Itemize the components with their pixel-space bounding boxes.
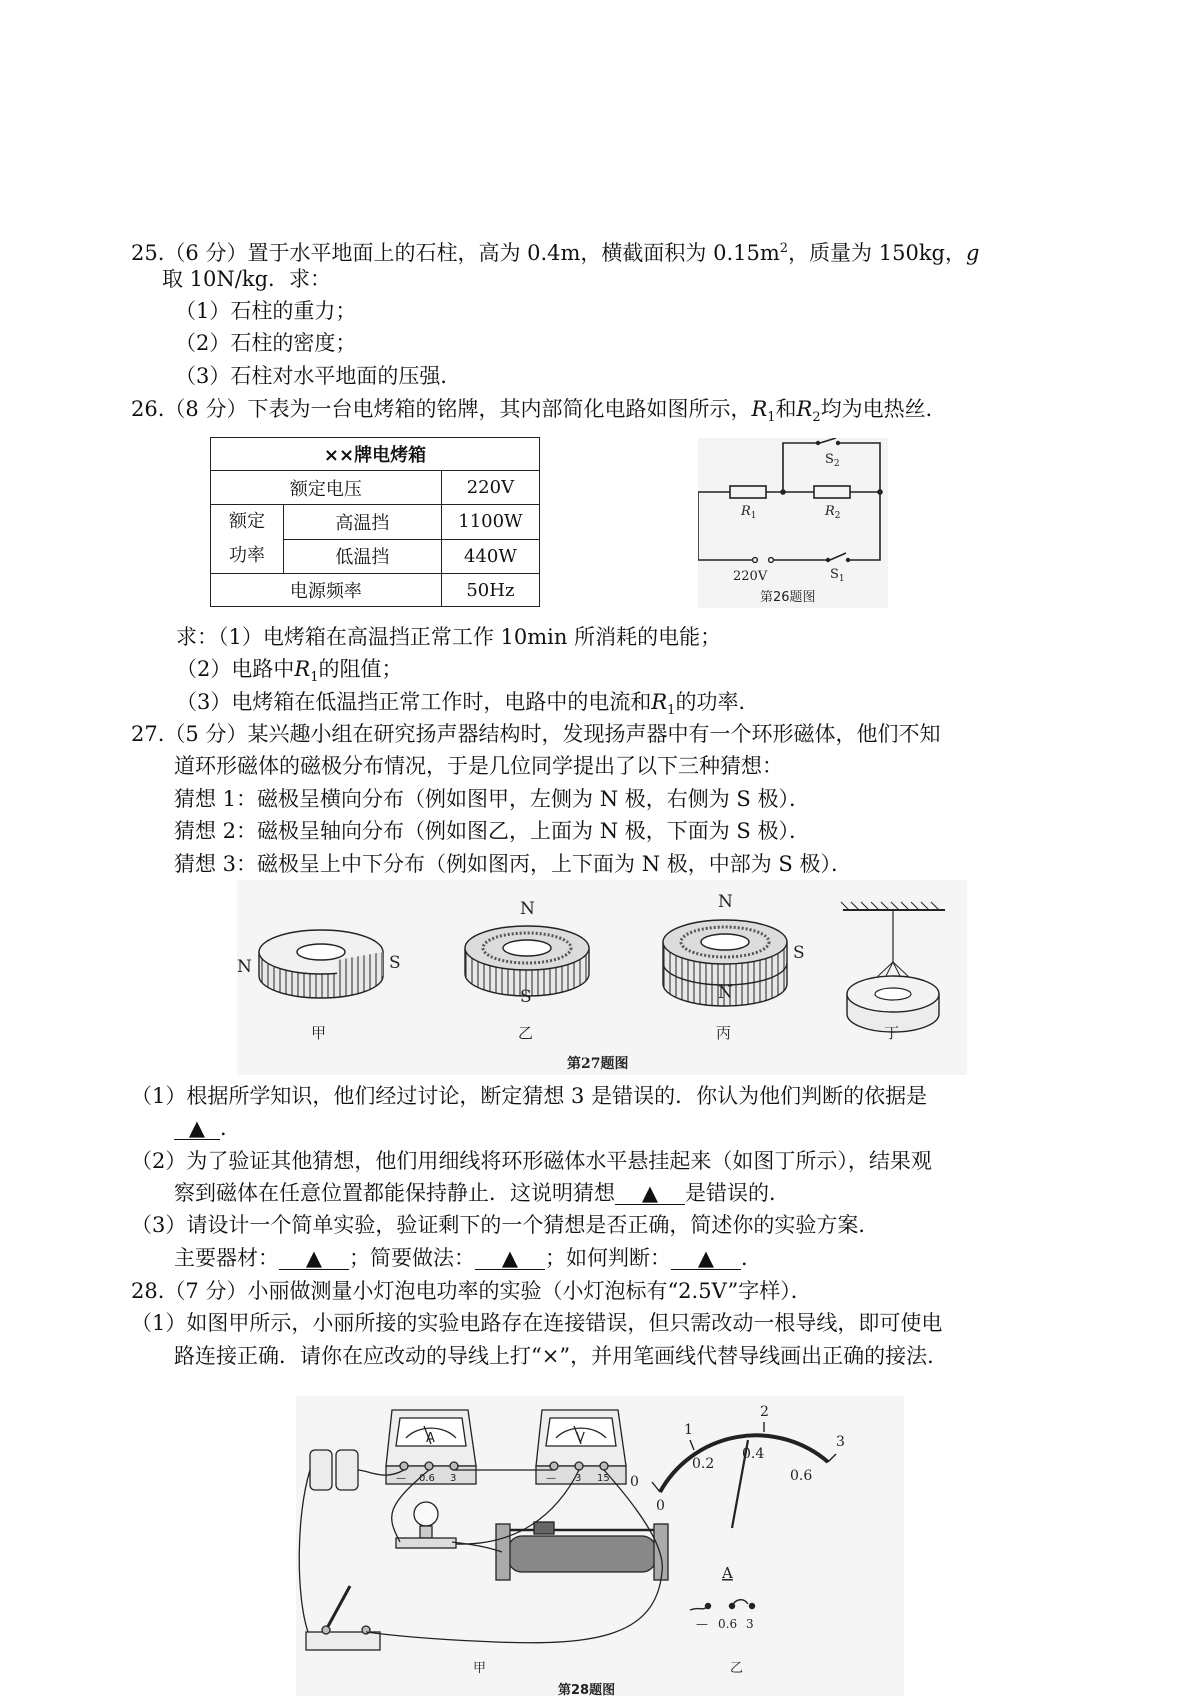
dial-inner-label: 0: [656, 1498, 665, 1514]
q27-guess2: 猜想 2：磁极呈轴向分布（例如图乙，上面为 N 极，下面为 S 极）．: [174, 819, 810, 843]
q26-sub3-text-b: 的功率．: [675, 690, 760, 714]
q27-guess3: 猜想 3：磁极呈上中下分布（例如图丙，上下面为 N 极，中部为 S 极）．: [174, 852, 852, 876]
dial-inner-label: 0.4: [742, 1446, 765, 1462]
q25-item: （3）石柱对水平地面的压强．: [175, 364, 462, 388]
label-yi: 乙: [730, 1661, 744, 1676]
dial-outer-label: 0: [630, 1474, 639, 1490]
label-jia: 甲: [473, 1661, 487, 1676]
pole-label-n: N: [520, 899, 535, 919]
spec-title: ××牌电烤箱: [211, 438, 540, 471]
q26-sub2-text: （2）电路中: [176, 657, 295, 681]
ammeter-letter: A: [426, 1431, 435, 1446]
voltmeter-terminal: 3: [575, 1473, 582, 1484]
q27-line1: [131, 719, 940, 749]
label-ding: 丁: [884, 1024, 900, 1042]
circuit-figure-28: [296, 1396, 904, 1696]
answer-blank[interactable]: ▲: [279, 1247, 349, 1270]
voltage-label: 220V: [733, 569, 768, 584]
q27-sub3-label-judge: ；如何判断：: [545, 1246, 671, 1270]
q25-item: （2）石柱的密度；: [175, 331, 357, 355]
high-gear-label: 高温挡: [284, 505, 442, 540]
junction-dot: [780, 489, 786, 495]
answer-blank[interactable]: ▲: [671, 1247, 741, 1270]
q25-g: g: [966, 241, 980, 265]
q27-guess1: 猜想 1：磁极呈横向分布（例如图甲，左侧为 N 极，右侧为 S 极）．: [174, 787, 810, 811]
q26-number: 26.: [131, 397, 165, 421]
q27-sub3-label-method: ；简要做法：: [349, 1246, 475, 1270]
high-gear-value: 1100W: [441, 505, 539, 540]
q28-number: 28.: [131, 1279, 165, 1303]
r1-sub: 1: [310, 670, 319, 686]
voltmeter-terminal: —: [546, 1473, 556, 1484]
q28-sub1-line2: 路连接正确．请你在应改动的导线上打“×”，并用笔画线代替导线画出正确的接法．: [174, 1344, 949, 1368]
dial-outer-label: 2: [760, 1404, 769, 1420]
r1-symbol: R: [651, 690, 668, 714]
r1-symbol: R: [294, 657, 311, 681]
q27-sub2-line2: [174, 1178, 790, 1208]
rated-power-label-1: 额定: [229, 511, 265, 532]
voltmeter-terminal: 15: [597, 1473, 610, 1484]
pole-label-s: S: [389, 953, 401, 973]
q27-sub3-line1: （3）请设计一个简单实验，验证剩下的一个猜想是否正确，简述你的实验方案．: [131, 1213, 880, 1237]
q26-and: 和: [775, 397, 797, 421]
q27-sub3-end: ．: [741, 1246, 762, 1270]
dial-outer-label: 3: [836, 1434, 845, 1450]
q26-sub3-text: （3）电烤箱在低温挡正常工作时，电路中的电流和: [176, 690, 652, 714]
q26-text-b: 均为电热丝．: [820, 397, 947, 421]
dial-terminal: 3: [746, 1617, 754, 1631]
label-yi: 乙: [518, 1024, 534, 1042]
low-gear-value: 440W: [441, 539, 539, 574]
answer-blank[interactable]: ▲: [475, 1247, 545, 1270]
switch-contact: [826, 558, 830, 562]
q27-sub2-line1: （2）为了验证其他猜想，他们用细线将环形磁体水平悬挂起来（如图丁所示），结果观: [131, 1149, 932, 1173]
q27-sub3-label-equipment: 主要器材：: [174, 1246, 279, 1270]
s1-label: $S_1$: [830, 567, 845, 584]
r1-sub: 1: [667, 703, 676, 719]
q27-sub1-end: ．: [220, 1116, 241, 1140]
ring-magnet-yi: [465, 926, 589, 996]
terminal: [769, 558, 774, 563]
q27-sub2-text-b: 是错误的．: [685, 1181, 790, 1205]
switch-contact: [846, 558, 850, 562]
q28-sub1-line1: （1）如图甲所示，小丽所接的实验电路存在连接错误，但只需改动一根导线，即可使电: [131, 1311, 943, 1335]
figure-caption: 第26题图: [760, 590, 816, 605]
terminal: [753, 558, 758, 563]
label-bing: 丙: [716, 1024, 732, 1042]
pole-label-s: S: [520, 987, 532, 1007]
q27-number: 27.: [131, 722, 165, 746]
frequency-label: 电源频率: [211, 574, 442, 607]
rated-power-label: [211, 505, 284, 574]
ring-magnet-jia: [259, 930, 383, 998]
q28-text: （7 分）小丽做测量小灯泡电功率的实验（小灯泡标有“2.5V”字样）．: [164, 1279, 812, 1303]
r1-symbol: R: [751, 397, 768, 421]
r2-symbol: R: [796, 397, 813, 421]
magnet-figure-27: [237, 880, 967, 1075]
ammeter-terminal: 0.6: [419, 1473, 435, 1484]
rated-voltage-label: 额定电压: [211, 471, 442, 505]
battery-cell: [336, 1450, 358, 1490]
q27-line2: 道环形磁体的磁极分布情况，于是几位同学提出了以下三种猜想：: [174, 754, 783, 778]
s2-label: $S_2$: [825, 452, 840, 469]
r2-label: $R_2$: [825, 504, 841, 521]
spec-table: [210, 437, 540, 607]
q27-sub2-text: 察到磁体在任意位置都能保持静止．这说明猜想: [174, 1181, 615, 1205]
dial-letter: A: [722, 1564, 733, 1582]
dial-inner-label: 0.6: [790, 1468, 813, 1484]
figure-background: [698, 438, 888, 608]
q26-line1: [131, 394, 947, 433]
q25-number: 25.: [131, 241, 165, 265]
dial-outer-label: 1: [684, 1422, 693, 1438]
r1-sub: 1: [767, 410, 776, 426]
q27-text: （5 分）某兴趣小组在研究扬声器结构时，发现扬声器中有一个环形磁体，他们不知: [164, 722, 941, 746]
ammeter-terminal: 3: [450, 1473, 457, 1484]
q26-sub2-text-b: 的阻值；: [318, 657, 403, 681]
rated-voltage-value: 220V: [441, 471, 539, 505]
battery-cell: [310, 1450, 332, 1490]
rated-power-label-2: 功率: [229, 545, 265, 566]
q26-text: （8 分）下表为一台电烤箱的铭牌，其内部简化电路如图所示，: [164, 397, 752, 421]
q25-line1: [131, 234, 979, 268]
ammeter-terminal: —: [396, 1473, 406, 1484]
q27-sub1-line2: [174, 1113, 241, 1143]
q28-line1: [131, 1276, 812, 1306]
pole-label-s: S: [793, 943, 805, 963]
switch-contact: [816, 441, 820, 445]
junction-dot: [877, 489, 883, 495]
q25-text-b: ，质量为 150kg，: [788, 241, 966, 265]
frequency-value: 50Hz: [441, 574, 539, 607]
q26-ask: 求：（1）电烤箱在高温挡正常工作 10min 所消耗的电能；: [176, 625, 722, 649]
label-jia: 甲: [311, 1024, 327, 1042]
pole-label-n: N: [237, 957, 252, 977]
q25-item: （1）石柱的重力；: [175, 299, 357, 323]
figure-caption: 第27题图: [567, 1056, 629, 1072]
dial-inner-label: 0.2: [692, 1456, 715, 1472]
answer-blank[interactable]: ▲: [615, 1182, 685, 1205]
circuit-diagram-26: [698, 438, 888, 608]
q27-sub1-line1: （1）根据所学知识，他们经过讨论，断定猜想 3 是错误的．你认为他们判断的依据是: [131, 1084, 928, 1108]
switch-contact: [836, 441, 840, 445]
pole-label-n: N: [718, 983, 733, 1003]
low-gear-label: 低温挡: [284, 539, 442, 574]
dial-terminal: —: [696, 1617, 708, 1631]
q25-line2: 取 10N/kg．求：: [162, 267, 332, 291]
q25-text: （6 分）置于水平地面上的石柱，高为 0.4m，横截面积为 0.15m: [164, 241, 780, 265]
pole-label-n: N: [718, 892, 733, 912]
answer-blank[interactable]: ▲: [174, 1117, 220, 1140]
dial-terminal: 0.6: [718, 1617, 738, 1631]
q25-sup: 2: [779, 241, 789, 256]
figure-caption: 第28题图: [558, 1683, 616, 1696]
r2-sub: 2: [812, 410, 821, 426]
q27-sub3-line2: [174, 1243, 762, 1273]
r1-label: $R_1$: [741, 504, 757, 521]
voltmeter-letter: V: [576, 1431, 585, 1446]
